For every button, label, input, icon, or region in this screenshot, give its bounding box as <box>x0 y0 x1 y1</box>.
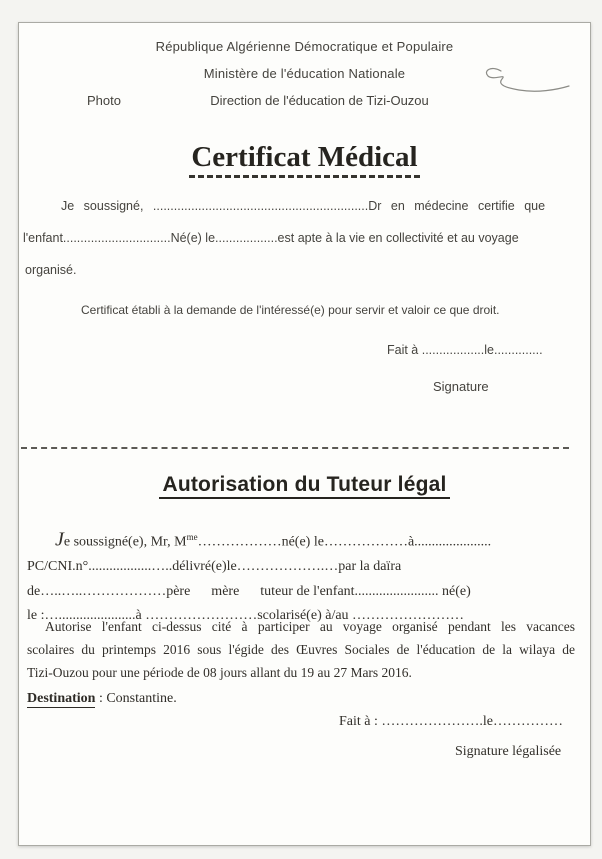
photo-label: Photo <box>87 93 121 108</box>
authorization-line-1-text: e soussigné(e), Mr, M <box>63 534 187 550</box>
header-republic-line: République Algérienne Démocratique et Populaire <box>155 39 454 54</box>
authorization-line-4: le :…......................à ……………………scolarisé(e) à/au …………………… <box>27 608 465 624</box>
medical-body-line-2: l'enfant...............................Né(e) le..................est apte à la vie en collectivité et au voyage <box>23 231 519 245</box>
authorization-line-1-leaders: ………………né(e) le………………à...................... <box>197 534 492 550</box>
authorization-paragraph <box>27 615 575 684</box>
authorization-paragraph-line-3: Tizi-Ouzou pour une période de 08 jours allant du 19 au 27 Mars 2016. <box>27 665 412 680</box>
medical-body-line-3: organisé. <box>25 263 77 277</box>
destination-line <box>27 691 177 707</box>
superscript-me: me <box>186 532 198 542</box>
authorization-title-text: Autorisation du Tuteur légal <box>159 473 449 499</box>
medical-certificate-title <box>19 141 590 174</box>
authorization-title <box>19 473 590 497</box>
certificate-established-line: Certificat établi à la demande de l'intéressé(e) pour servir et valoir ce que droit. <box>81 303 500 317</box>
medical-certificate-title-text: Certificat Médical <box>189 141 419 178</box>
medical-fait-a-line: Fait à ..................le.............. <box>387 343 543 357</box>
medical-signature-label: Signature <box>433 379 489 394</box>
authorization-line-1 <box>27 525 579 555</box>
legalized-signature-label: Signature légalisée <box>455 744 562 759</box>
destination-value: : Constantine. <box>95 691 177 706</box>
authorization-form-lines <box>27 525 579 629</box>
medical-body-line-1: Je soussigné, ..............................................................Dr en médecine certifie que <box>61 199 546 213</box>
initial-letter-j: J <box>55 528 64 551</box>
destination-label: Destination <box>27 691 96 706</box>
handwritten-squiggle-icon <box>471 49 581 111</box>
document-page <box>18 22 591 846</box>
header-direction-line: Direction de l'éducation de Tizi-Ouzou <box>210 93 429 108</box>
header-ministry-line: Ministère de l'éducation Nationale <box>203 66 406 81</box>
authorization-fait-a-line: Fait à : ………………….le…………… <box>339 714 563 729</box>
authorization-line-3: de…..…..………………père mère tuteur de l'enfant........................ né(e) <box>27 583 471 599</box>
authorization-paragraph-line-2: scolaires du printemps 2016 sous l'égide des Œuvres Sociales de l'éducation de la wilaya de <box>27 642 575 657</box>
section-divider <box>21 447 569 449</box>
authorization-line-2: PC/CNI.n°..................…..délivré(e)le……………….…par la daïra <box>27 559 402 575</box>
authorization-paragraph-line-1: Autorise l'enfant ci-dessus cité à participer au voyage organisé pendant les vacances <box>45 619 575 634</box>
